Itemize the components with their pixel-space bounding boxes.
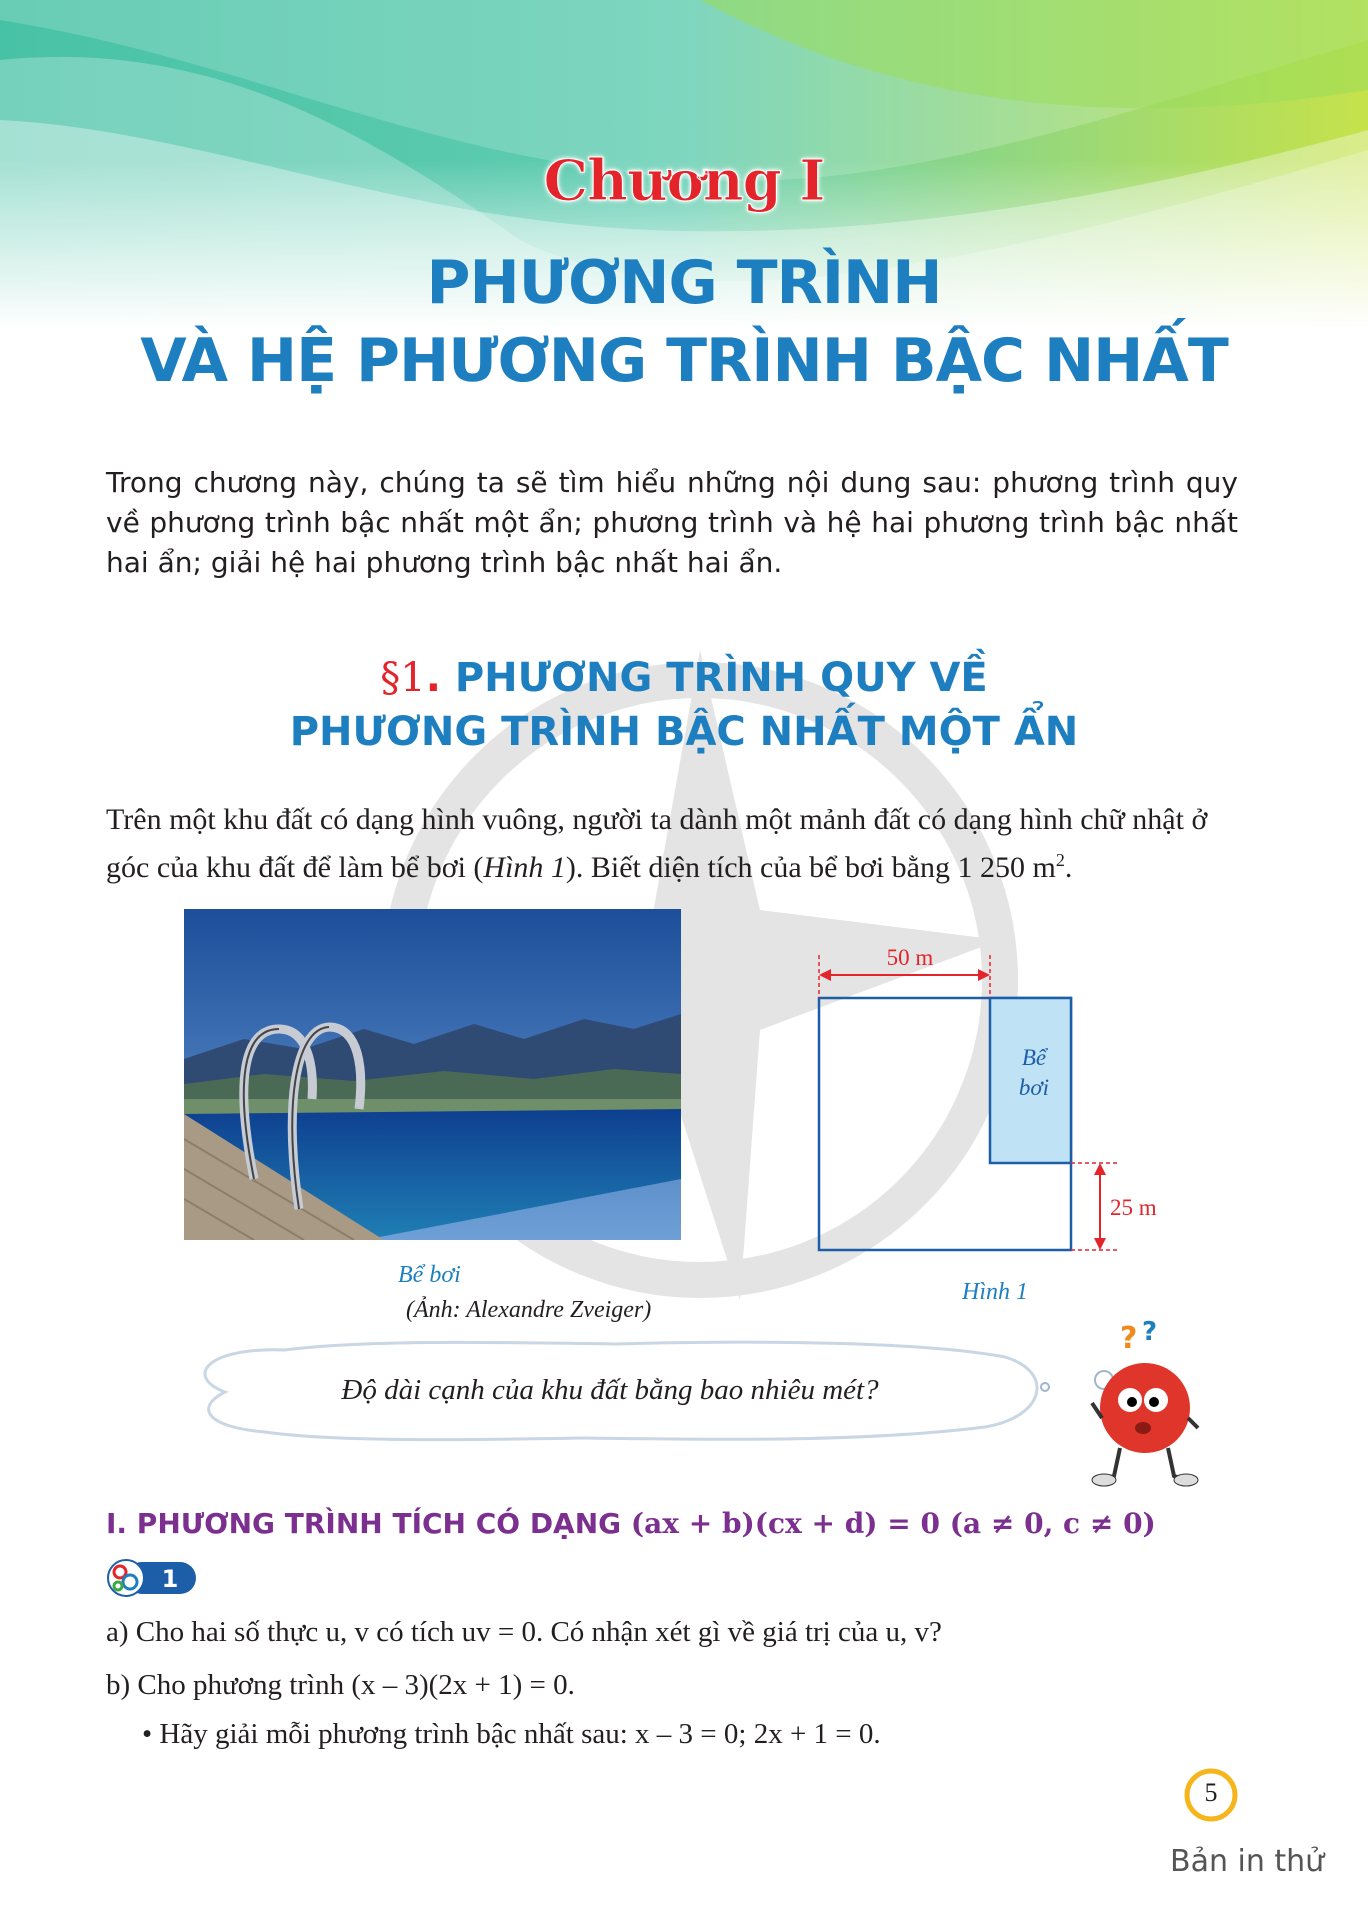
chapter-title-line2: VÀ HỆ PHƯƠNG TRÌNH BẬC NHẤT xyxy=(140,326,1228,396)
activity-number: 1 xyxy=(161,1565,179,1593)
pool-label-line1: Bể xyxy=(1021,1045,1047,1070)
superscript: 2 xyxy=(1055,850,1065,870)
section-number: §1 xyxy=(380,655,426,701)
heading-text: I. PHƯƠNG TRÌNH TÍCH CÓ DẠNG xyxy=(106,1507,622,1540)
page-number: 5 xyxy=(1204,1778,1218,1807)
svg-text:?: ? xyxy=(1120,1321,1138,1356)
section-dot: . xyxy=(425,655,441,701)
section-title-line2: PHƯƠNG TRÌNH BẬC NHẤT MỘT ẨN xyxy=(289,709,1079,755)
pool-photo xyxy=(184,909,681,1240)
section-title-line1 xyxy=(0,655,1368,701)
item-a: a) Cho hai số thực u, v có tích uv = 0. Có nhận xét gì về giá trị của u, v? xyxy=(106,1616,942,1648)
problem-text-1: Trên một khu đất có dạng hình vuông, người ta dành một mảnh đất có dạng hình chữ nhật ở góc của khu đất để làm bể bơi ( xyxy=(106,803,1208,884)
photo-caption: Bể bơi xyxy=(398,1262,461,1288)
figure-caption: Hình 1 xyxy=(962,1279,1028,1305)
chapter-label: Chương I xyxy=(543,148,825,214)
heading-math: (ax + b)(cx + d) = 0 (a ≠ 0, c ≠ 0) xyxy=(630,1507,1156,1540)
draft-label: Bản in thử xyxy=(1170,1844,1325,1879)
svg-text:?: ? xyxy=(1142,1318,1158,1347)
subsection-heading xyxy=(106,1507,1156,1540)
cloud-question: Độ dài cạnh của khu đất bằng bao nhiêu mét? xyxy=(341,1374,879,1406)
activity-badge xyxy=(106,1556,198,1600)
chapter-title-line1: PHƯƠNG TRÌNH xyxy=(426,248,942,318)
pool-label-line2: bơi xyxy=(1018,1075,1050,1100)
chapter-intro: Trong chương này, chúng ta sẽ tìm hiểu những nội dung sau: phương trình quy về phương trình bậc nhất một ẩn; phương trình và hệ hai phương trình bậc nhất hai ẩn; giải hệ hai phương trình bậc nhất hai ẩn. xyxy=(106,466,1238,579)
width-label: 50 m xyxy=(886,945,934,970)
item-b-bullet: • Hãy giải mỗi phương trình bậc nhất sau: x – 3 = 0; 2x + 1 = 0. xyxy=(142,1718,881,1750)
problem-text-3: . xyxy=(1064,851,1073,884)
gears-icon xyxy=(108,1560,144,1596)
height-label: 25 m xyxy=(1110,1195,1157,1220)
figure-reference: Hình 1 xyxy=(483,851,566,884)
figure-1-diagram xyxy=(800,935,1160,1270)
photo-credit: (Ảnh: Alexandre Zveiger) xyxy=(406,1297,652,1323)
problem-text-2: ). Biết diện tích của bể bơi bằng 1 250 m xyxy=(565,851,1056,884)
mascot-character xyxy=(1090,1318,1200,1488)
problem-paragraph xyxy=(106,800,1238,888)
section-title-text: PHƯƠNG TRÌNH QUY VỀ xyxy=(454,655,988,701)
item-b: b) Cho phương trình (x – 3)(2x + 1) = 0. xyxy=(106,1669,575,1701)
